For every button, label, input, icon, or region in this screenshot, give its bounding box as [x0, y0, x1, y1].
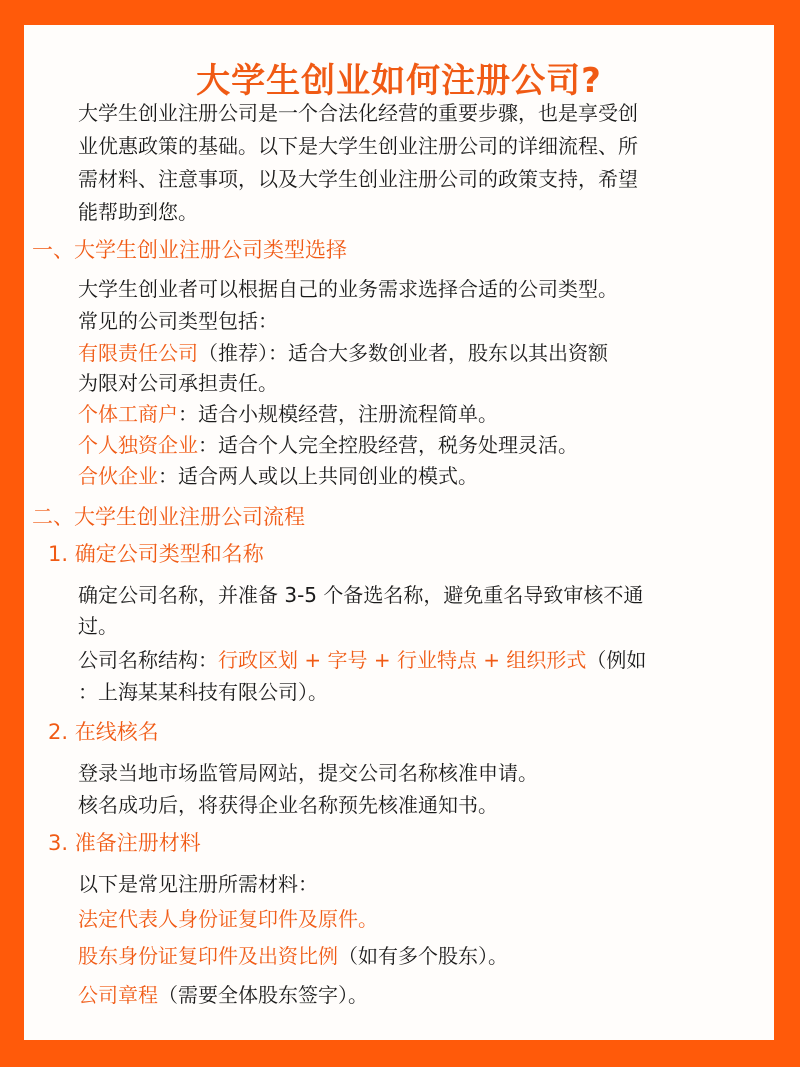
type-item: [78, 430, 578, 460]
page-title: 大学生创业如何注册公司?: [196, 61, 602, 101]
type-desc: ：适合个人完全控股经营，税务处理灵活。: [198, 433, 578, 457]
step-heading: 2. 在线核名: [48, 720, 159, 744]
intro-line: 需材料、注意事项，以及大学生创业注册公司的政策支持，希望: [78, 167, 638, 191]
body-line: 确定公司名称，并准备 3-5 个备选名称，避免重名导致审核不通: [78, 583, 644, 607]
material-item: [78, 980, 368, 1010]
type-name: 合伙企业: [78, 464, 158, 488]
structure-value: 行政区划 + 字号 + 行业特点 + 组织形式: [218, 648, 587, 672]
type-desc: ：适合小规模经营，注册流程简单。: [178, 402, 498, 426]
structure-tail: （例如: [586, 648, 647, 672]
type-name: 个体工商户: [78, 402, 178, 426]
type-item-continuation: 为限对公司承担责任。: [78, 371, 278, 395]
intro-line: 大学生创业注册公司是一个合法化经营的重要步骤，也是享受创: [78, 101, 638, 125]
material-name: 公司章程: [78, 983, 158, 1007]
material-item: [78, 941, 508, 971]
type-item: [78, 461, 478, 491]
material-name: 股东身份证复印件及出资比例: [78, 944, 338, 968]
section-heading: 一、大学生创业注册公司类型选择: [32, 238, 347, 262]
section-heading: 二、大学生创业注册公司流程: [32, 505, 305, 529]
body-line: ：上海某某科技有限公司）。: [78, 680, 328, 704]
intro-line: 业优惠政策的基础。以下是大学生创业注册公司的详细流程、所: [78, 134, 638, 158]
name-structure: [78, 645, 646, 675]
body-line: 大学生创业者可以根据自己的业务需求选择合适的公司类型。: [78, 277, 618, 301]
body-line: 常见的公司类型包括：: [78, 309, 278, 333]
body-line: 核名成功后，将获得企业名称预先核准通知书。: [78, 793, 498, 817]
step-heading: 1. 确定公司类型和名称: [48, 542, 264, 566]
type-desc: （推荐）：适合大多数创业者，股东以其出资额: [198, 341, 608, 365]
material-desc: （需要全体股东签字）。: [158, 983, 368, 1007]
body-line: 以下是常见注册所需材料：: [78, 872, 318, 896]
content-card: [24, 25, 774, 1040]
type-desc: ：适合两人或以上共同创业的模式。: [158, 464, 478, 488]
material-item: [78, 904, 378, 934]
structure-label: 公司名称结构：: [78, 648, 218, 672]
material-desc: （如有多个股东）。: [338, 944, 508, 968]
type-item: [78, 399, 498, 429]
body-line: 登录当地市场监管局网站，提交公司名称核准申请。: [78, 761, 538, 785]
type-name: 个人独资企业: [78, 433, 198, 457]
step-heading: 3. 准备注册材料: [48, 831, 201, 855]
intro-line: 能帮助到您。: [78, 200, 198, 224]
material-name: 法定代表人身份证复印件及原件。: [78, 907, 378, 931]
type-item: [78, 338, 608, 368]
body-line: 过。: [78, 614, 118, 638]
type-name: 有限责任公司: [78, 341, 198, 365]
